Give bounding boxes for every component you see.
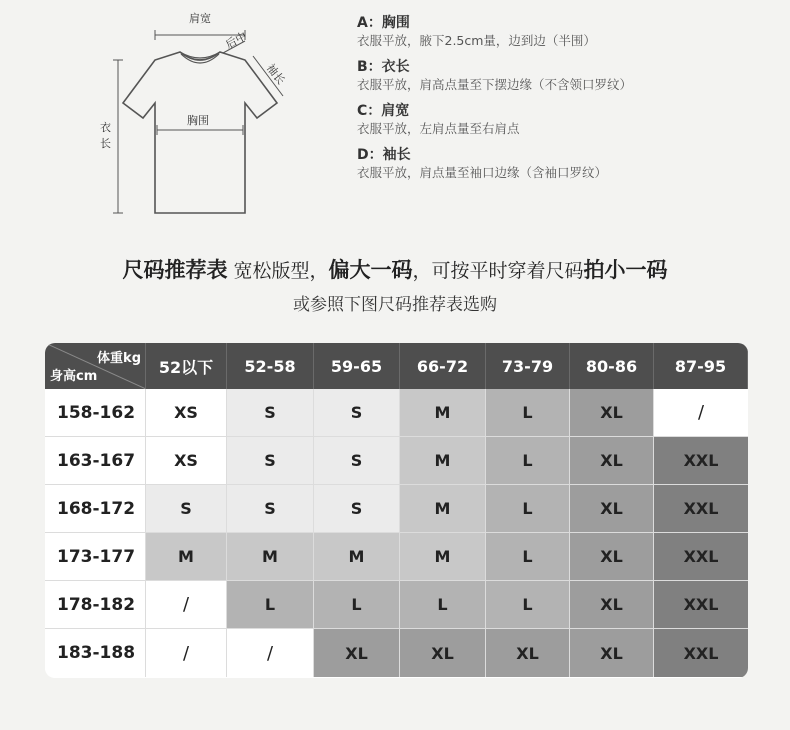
size-cell: S xyxy=(314,437,400,484)
row-height-label: 178-182 xyxy=(45,581,146,628)
size-cell: L xyxy=(486,485,570,532)
size-cell: XXL xyxy=(654,485,748,532)
size-cell: XS xyxy=(146,389,227,436)
column-header: 73-79 xyxy=(486,343,570,389)
definition-description: 衣服平放，腋下2.5cm量，边到边（半围） xyxy=(357,33,596,48)
size-cell: XL xyxy=(400,629,486,677)
column-header: 80-86 xyxy=(570,343,654,389)
row-height-label: 168-172 xyxy=(45,485,146,532)
row-height-label: 158-162 xyxy=(45,389,146,436)
tshirt-outline-icon xyxy=(95,8,335,218)
table-row xyxy=(45,389,748,437)
sleeve-length-label: 袖长 xyxy=(263,61,288,87)
size-cell: S xyxy=(314,389,400,436)
row-height-label: 173-177 xyxy=(45,533,146,580)
size-cell: XL xyxy=(314,629,400,677)
column-header: 87-95 xyxy=(654,343,748,389)
size-cell: XXL xyxy=(654,533,748,580)
size-cell: XL xyxy=(570,485,654,532)
definition-title: B：衣长 xyxy=(357,59,410,75)
column-header: 59-65 xyxy=(314,343,400,389)
headline-emphasis-large: 偏大一码 xyxy=(328,258,413,282)
headline-advice: ，可按平时穿着尺码 xyxy=(412,260,584,282)
size-cell: XS xyxy=(146,437,227,484)
column-header: 52以下 xyxy=(146,343,227,389)
size-cell: S xyxy=(146,485,227,532)
size-cell: / xyxy=(227,629,314,677)
measurement-definitions xyxy=(357,14,632,190)
size-recommendation-headline xyxy=(0,254,790,284)
back-center-label: 后中 xyxy=(223,29,249,52)
size-cell: M xyxy=(400,485,486,532)
chest-label: 胸围 xyxy=(187,114,209,127)
column-header: 52-58 xyxy=(227,343,314,389)
size-cell: L xyxy=(486,533,570,580)
size-cell: / xyxy=(146,581,227,628)
table-row xyxy=(45,437,748,485)
size-cell: XL xyxy=(486,629,570,677)
size-cell: XL xyxy=(570,533,654,580)
headline-title: 尺码推荐表 xyxy=(122,258,228,282)
size-cell: S xyxy=(314,485,400,532)
headline-subtitle: 或参照下图尺码推荐表选购 xyxy=(293,295,497,315)
table-row xyxy=(45,629,748,677)
body-length-label: 衣长 xyxy=(100,121,111,150)
table-row xyxy=(45,533,748,581)
size-cell: / xyxy=(654,389,748,436)
size-cell: XL xyxy=(570,389,654,436)
size-cell: L xyxy=(400,581,486,628)
size-cell: S xyxy=(227,389,314,436)
shoulder-width-label: 肩宽 xyxy=(189,12,211,25)
size-cell: M xyxy=(146,533,227,580)
table-row xyxy=(45,485,748,533)
table-header-row xyxy=(45,343,748,389)
table-corner-cell xyxy=(45,343,146,389)
definition-sleeve xyxy=(357,146,632,181)
size-cell: L xyxy=(314,581,400,628)
size-cell: M xyxy=(400,533,486,580)
weight-axis-label: 体重kg xyxy=(97,351,141,366)
definition-shoulder xyxy=(357,102,632,137)
headline-fit: 宽松版型， xyxy=(227,260,329,282)
table-row xyxy=(45,581,748,629)
size-cell: M xyxy=(314,533,400,580)
size-cell: M xyxy=(400,389,486,436)
size-cell: XXL xyxy=(654,581,748,628)
size-cell: XL xyxy=(570,581,654,628)
headline-emphasis-small: 拍小一码 xyxy=(583,258,668,282)
definition-description: 衣服平放，肩高点量至下摆边缘（不含领口罗纹） xyxy=(357,77,633,92)
size-table xyxy=(45,343,748,678)
definition-title: C：肩宽 xyxy=(357,103,410,119)
size-cell: M xyxy=(400,437,486,484)
size-cell: XXL xyxy=(654,629,748,677)
size-cell: L xyxy=(486,389,570,436)
definition-chest xyxy=(357,14,632,49)
size-cell: S xyxy=(227,485,314,532)
size-cell: L xyxy=(486,581,570,628)
column-header: 66-72 xyxy=(400,343,486,389)
row-height-label: 183-188 xyxy=(45,629,146,677)
row-height-label: 163-167 xyxy=(45,437,146,484)
size-cell: XL xyxy=(570,629,654,677)
tshirt-diagram xyxy=(95,8,335,218)
definition-title: A：胸围 xyxy=(357,15,410,31)
definition-title: D：袖长 xyxy=(357,147,411,163)
definition-length xyxy=(357,58,632,93)
size-cell: M xyxy=(227,533,314,580)
height-axis-label: 身高cm xyxy=(50,369,98,384)
size-cell: XXL xyxy=(654,437,748,484)
definition-description: 衣服平放，肩点量至袖口边缘（含袖口罗纹） xyxy=(357,165,608,180)
size-cell: XL xyxy=(570,437,654,484)
size-cell: S xyxy=(227,437,314,484)
size-cell: L xyxy=(227,581,314,628)
size-cell: / xyxy=(146,629,227,677)
size-cell: L xyxy=(486,437,570,484)
definition-description: 衣服平放，左肩点量至右肩点 xyxy=(357,121,520,136)
